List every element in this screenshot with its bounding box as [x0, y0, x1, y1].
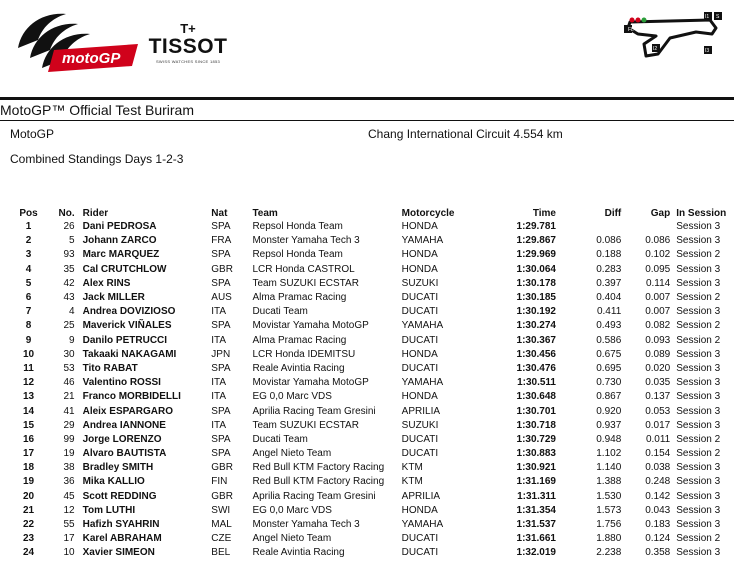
- cell-nationality: SPA: [211, 448, 231, 460]
- cell-team: Repsol Honda Team: [252, 221, 343, 233]
- cell-team: Angel Nieto Team: [252, 448, 332, 460]
- cell-diff: 0.730: [596, 377, 622, 389]
- cell-number: 99: [63, 433, 75, 445]
- cell-nationality: SPA: [211, 249, 231, 261]
- cell-session: Session 3: [676, 419, 721, 431]
- title-rule-bottom: [0, 120, 734, 121]
- cell-team: Aprilia Racing Team Gresini: [252, 490, 376, 502]
- cell-number: 12: [63, 504, 75, 516]
- cell-diff: 1.573: [596, 504, 622, 516]
- cell-motorcycle: DUCATI: [401, 292, 439, 304]
- cell-team: Ducati Team: [252, 306, 308, 318]
- cell-diff: 0.188: [596, 249, 622, 261]
- track-label-i2: I2: [653, 46, 658, 52]
- cell-motorcycle: DUCATI: [401, 306, 439, 318]
- cell-nationality: ITA: [211, 334, 227, 346]
- cell-nationality: FIN: [211, 476, 228, 488]
- table-row: [8, 419, 734, 433]
- table-row: [8, 518, 734, 532]
- page-title: MotoGP™ Official Test Buriram: [0, 102, 194, 118]
- cell-gap: 0.043: [645, 504, 671, 516]
- cell-nationality: SWI: [211, 504, 231, 516]
- cell-pos: 11: [23, 362, 34, 374]
- cell-pos: 3: [25, 249, 32, 261]
- cell-team: LCR Honda CASTROL: [252, 263, 355, 275]
- cell-diff: 0.086: [596, 235, 622, 247]
- cell-motorcycle: HONDA: [401, 249, 438, 261]
- cell-number: 30: [63, 348, 75, 360]
- cell-nationality: ITA: [211, 419, 227, 431]
- cell-pos: 21: [22, 504, 35, 516]
- cell-time: 1:30.511: [517, 377, 556, 389]
- cell-time: 1:30.185: [516, 292, 556, 304]
- cell-nationality: GBR: [211, 490, 233, 502]
- cell-gap: 0.124: [645, 533, 671, 545]
- cell-team: Red Bull KTM Factory Racing: [252, 462, 385, 474]
- cell-number: 42: [63, 277, 75, 289]
- cell-number: 53: [63, 362, 75, 374]
- cell-time: 1:31.354: [516, 504, 556, 516]
- cell-motorcycle: YAMAHA: [401, 377, 444, 389]
- cell-number: 4: [69, 306, 75, 318]
- cell-diff: 0.937: [596, 419, 622, 431]
- cell-team: Angel Nieto Team: [252, 533, 332, 545]
- column-header-session: In Session: [676, 207, 727, 219]
- cell-session: Session 3: [676, 235, 721, 247]
- cell-rider: Johann ZARCO: [82, 235, 157, 247]
- cell-number: 5: [69, 235, 75, 247]
- standings-table: [8, 206, 734, 561]
- cell-nationality: SPA: [211, 362, 231, 374]
- cell-nationality: SPA: [211, 405, 231, 417]
- cell-number: 17: [63, 533, 75, 545]
- tissot-mark: T+: [180, 21, 196, 36]
- cell-diff: 2.238: [596, 547, 622, 559]
- cell-pos: 2: [25, 235, 32, 247]
- cell-motorcycle: YAMAHA: [401, 320, 444, 332]
- title-rule-top: [0, 97, 734, 100]
- column-header-gap: Gap: [650, 207, 671, 219]
- cell-pos: 9: [25, 334, 32, 346]
- cell-number: 36: [63, 476, 75, 488]
- cell-motorcycle: HONDA: [401, 504, 438, 516]
- cell-pos: 4: [25, 263, 32, 275]
- cell-motorcycle: YAMAHA: [401, 519, 444, 531]
- cell-pos: 12: [22, 377, 35, 389]
- cell-session: Session 3: [676, 362, 721, 374]
- column-header-pos: Pos: [19, 207, 38, 219]
- cell-time: 1:30.718: [516, 419, 556, 431]
- cell-session: Session 3: [676, 476, 721, 488]
- cell-motorcycle: HONDA: [401, 348, 438, 360]
- cell-pos: 5: [25, 277, 32, 289]
- cell-nationality: MAL: [211, 519, 232, 531]
- cell-rider: Xavier SIMEON: [82, 547, 155, 559]
- cell-rider: Alvaro BAUTISTA: [82, 448, 167, 460]
- cell-session: Session 2: [676, 249, 721, 261]
- cell-team: Movistar Yamaha MotoGP: [252, 377, 369, 389]
- cell-gap: 0.102: [645, 249, 671, 261]
- cell-gap: 0.053: [645, 405, 671, 417]
- table-row: [8, 220, 734, 234]
- track-label-i1: I1: [705, 14, 710, 20]
- cell-session: Session 3: [676, 348, 721, 360]
- cell-diff: 1.756: [596, 519, 622, 531]
- tissot-tagline: SWISS WATCHES SINCE 1853: [155, 59, 221, 64]
- cell-gap: 0.038: [645, 462, 671, 474]
- cell-number: 35: [63, 263, 75, 275]
- table-row: [8, 362, 734, 376]
- cell-diff: 0.411: [596, 306, 622, 318]
- table-header-row: [8, 206, 734, 220]
- cell-number: 9: [69, 334, 75, 346]
- cell-pos: 17: [22, 448, 35, 460]
- cell-diff: 0.695: [596, 362, 622, 374]
- cell-gap: 0.183: [645, 519, 671, 531]
- cell-number: 29: [63, 419, 75, 431]
- cell-number: 26: [63, 221, 75, 233]
- cell-session: Session 3: [676, 547, 721, 559]
- circuit-label: Chang International Circuit 4.554 km: [368, 127, 563, 141]
- cell-team: Alma Pramac Racing: [252, 292, 347, 304]
- cell-session: Session 3: [676, 405, 721, 417]
- cell-motorcycle: HONDA: [401, 263, 438, 275]
- tissot-wordmark: TISSOT: [148, 35, 228, 58]
- cell-motorcycle: APRILIA: [401, 490, 441, 502]
- cell-time: 1:31.661: [516, 533, 556, 545]
- column-header-time: Time: [532, 207, 556, 219]
- table-row: [8, 291, 734, 305]
- table-row: [8, 319, 734, 333]
- cell-gap: [621, 220, 676, 234]
- table-row: [8, 504, 734, 518]
- cell-time: 1:29.867: [516, 235, 556, 247]
- cell-rider: Aleix ESPARGARO: [82, 405, 173, 417]
- cell-number: 93: [63, 249, 75, 261]
- cell-gap: 0.137: [645, 391, 671, 403]
- table-row: [8, 532, 734, 546]
- cell-motorcycle: DUCATI: [401, 547, 439, 559]
- cell-time: 1:30.729: [516, 433, 556, 445]
- cell-motorcycle: KTM: [401, 462, 423, 474]
- column-header-team: Team: [252, 207, 278, 219]
- cell-team: Team SUZUKI ECSTAR: [252, 277, 359, 289]
- cell-time: 1:30.064: [516, 263, 556, 275]
- cell-session: Session 3: [676, 391, 721, 403]
- cell-rider: Scott REDDING: [82, 490, 157, 502]
- cell-nationality: ITA: [211, 391, 227, 403]
- cell-diff: 0.675: [596, 348, 622, 360]
- cell-pos: 6: [25, 292, 32, 304]
- cell-gap: 0.086: [645, 235, 671, 247]
- cell-time: 1:30.883: [516, 448, 556, 460]
- category-label: MotoGP: [10, 127, 55, 141]
- cell-gap: 0.142: [645, 490, 671, 502]
- cell-time: 1:30.701: [516, 405, 556, 417]
- cell-time: 1:31.169: [516, 476, 556, 488]
- cell-gap: 0.007: [645, 306, 671, 318]
- table-row: [8, 376, 734, 390]
- table-row: [8, 490, 734, 504]
- cell-motorcycle: YAMAHA: [401, 235, 444, 247]
- cell-number: 43: [63, 292, 75, 304]
- cell-rider: Valentino ROSSI: [82, 377, 161, 389]
- cell-number: 46: [63, 377, 75, 389]
- cell-nationality: ITA: [211, 306, 227, 318]
- cell-number: 45: [63, 490, 75, 502]
- cell-rider: Franco MORBIDELLI: [82, 391, 181, 403]
- cell-time: 1:31.311: [517, 490, 556, 502]
- cell-team: Alma Pramac Racing: [252, 334, 347, 346]
- cell-time: 1:32.019: [516, 547, 556, 559]
- cell-time: 1:31.537: [516, 519, 556, 531]
- cell-gap: 0.358: [645, 547, 671, 559]
- cell-gap: 0.093: [645, 334, 671, 346]
- table-row: [8, 277, 734, 291]
- cell-number: 21: [63, 391, 75, 403]
- column-header-motorcycle: Motorcycle: [401, 207, 455, 219]
- cell-rider: Karel ABRAHAM: [82, 533, 162, 545]
- cell-team: Red Bull KTM Factory Racing: [252, 476, 385, 488]
- cell-motorcycle: DUCATI: [401, 533, 439, 545]
- cell-session: Session 3: [676, 462, 721, 474]
- cell-pos: 14: [22, 405, 35, 417]
- cell-pos: 19: [22, 476, 35, 488]
- cell-nationality: GBR: [211, 462, 233, 474]
- cell-number: 41: [63, 405, 75, 417]
- column-header-rider: Rider: [82, 207, 109, 219]
- cell-team: Monster Yamaha Tech 3: [252, 519, 360, 531]
- cell-team: Ducati Team: [252, 433, 308, 445]
- cell-diff: 0.920: [596, 405, 622, 417]
- cell-diff: 0.404: [596, 292, 622, 304]
- standings-subtitle: Combined Standings Days 1-2-3: [10, 152, 184, 166]
- cell-time: 1:30.476: [516, 362, 556, 374]
- cell-pos: 22: [22, 519, 35, 531]
- cell-pos: 24: [22, 547, 35, 559]
- cell-number: 10: [63, 547, 75, 559]
- cell-rider: Dani PEDROSA: [82, 221, 157, 233]
- cell-rider: Jorge LORENZO: [82, 433, 162, 445]
- cell-gap: 0.017: [645, 419, 671, 431]
- cell-number: 38: [63, 462, 75, 474]
- cell-session: Session 2: [676, 533, 721, 545]
- cell-diff: 0.493: [596, 320, 622, 332]
- cell-session: Session 3: [676, 519, 721, 531]
- cell-diff: 1.530: [596, 490, 622, 502]
- cell-rider: Bradley SMITH: [82, 462, 154, 474]
- cell-pos: 16: [22, 433, 35, 445]
- column-header-diff: Diff: [604, 207, 622, 219]
- cell-motorcycle: HONDA: [401, 391, 438, 403]
- cell-team: Movistar Yamaha MotoGP: [252, 320, 369, 332]
- cell-number: 25: [63, 320, 75, 332]
- cell-time: 1:30.192: [516, 306, 556, 318]
- cell-team: Monster Yamaha Tech 3: [252, 235, 360, 247]
- cell-team: Team SUZUKI ECSTAR: [252, 419, 359, 431]
- cell-session: Session 3: [676, 221, 721, 233]
- cell-gap: 0.114: [645, 277, 671, 289]
- cell-diff: 0.948: [596, 433, 622, 445]
- track-label-i3: I3: [705, 48, 710, 54]
- cell-team: EG 0,0 Marc VDS: [252, 504, 332, 516]
- cell-time: 1:30.456: [516, 348, 556, 360]
- table-row: [8, 334, 734, 348]
- motogp-logo-text: motoGP: [62, 50, 121, 67]
- cell-time: 1:30.367: [516, 334, 556, 346]
- table-row: [8, 404, 734, 418]
- cell-team: Reale Avintia Racing: [252, 362, 345, 374]
- table-row: [8, 234, 734, 248]
- cell-rider: Marc MARQUEZ: [82, 249, 160, 261]
- table-row: [8, 348, 734, 362]
- cell-diff: 0.586: [596, 334, 622, 346]
- cell-pos: 13: [22, 391, 35, 403]
- table-row: [8, 390, 734, 404]
- cell-time: 1:29.781: [516, 221, 556, 233]
- cell-session: Session 2: [676, 334, 721, 346]
- cell-gap: 0.020: [645, 362, 671, 374]
- cell-time: 1:30.178: [516, 277, 556, 289]
- table-row: [8, 475, 734, 489]
- cell-time: 1:29.969: [516, 249, 556, 261]
- motogp-logo: [12, 6, 140, 89]
- cell-session: Session 2: [676, 292, 721, 304]
- cell-team: Reale Avintia Racing: [252, 547, 345, 559]
- cell-gap: 0.082: [645, 320, 671, 332]
- cell-motorcycle: SUZUKI: [401, 419, 439, 431]
- column-header-no: No.: [58, 207, 75, 219]
- cell-session: Session 2: [676, 448, 721, 460]
- cell-rider: Tom LUTHI: [82, 504, 136, 516]
- cell-diff: 0.867: [596, 391, 622, 403]
- cell-diff: 0.283: [596, 263, 622, 275]
- cell-session: Session 3: [676, 377, 721, 389]
- tissot-logo: [148, 22, 228, 64]
- cell-diff: [556, 220, 621, 234]
- cell-motorcycle: DUCATI: [401, 362, 439, 374]
- table-row: [8, 447, 734, 461]
- cell-time: 1:30.921: [516, 462, 556, 474]
- table-row: [8, 248, 734, 262]
- cell-pos: 15: [22, 419, 35, 431]
- cell-session: Session 3: [676, 490, 721, 502]
- cell-nationality: SPA: [211, 277, 231, 289]
- cell-diff: 0.397: [596, 277, 622, 289]
- cell-motorcycle: APRILIA: [401, 405, 441, 417]
- cell-nationality: FRA: [211, 235, 232, 247]
- cell-rider: Alex RINS: [82, 277, 131, 289]
- cell-rider: Jack MILLER: [82, 292, 145, 304]
- cell-gap: 0.007: [645, 292, 671, 304]
- cell-rider: Andrea DOVIZIOSO: [82, 306, 176, 318]
- cell-diff: 1.388: [596, 476, 622, 488]
- cell-session: Session 2: [676, 320, 721, 332]
- cell-time: 1:30.274: [516, 320, 556, 332]
- cell-motorcycle: DUCATI: [401, 448, 439, 460]
- cell-time: 1:30.648: [516, 391, 556, 403]
- cell-nationality: SPA: [211, 221, 231, 233]
- table-row: [8, 305, 734, 319]
- cell-rider: Danilo PETRUCCI: [82, 334, 168, 346]
- cell-team: Aprilia Racing Team Gresini: [252, 405, 376, 417]
- cell-diff: 1.880: [596, 533, 622, 545]
- cell-gap: 0.154: [645, 448, 671, 460]
- cell-rider: Mika KALLIO: [82, 476, 145, 488]
- cell-nationality: JPN: [211, 348, 231, 360]
- track-label-s: S: [716, 14, 720, 20]
- cell-pos: 10: [22, 348, 35, 360]
- cell-pos: 7: [25, 306, 32, 318]
- cell-gap: 0.089: [645, 348, 671, 360]
- cell-rider: Tito RABAT: [82, 362, 138, 374]
- cell-nationality: AUS: [211, 292, 232, 304]
- cell-pos: 1: [25, 221, 32, 233]
- cell-nationality: ITA: [211, 377, 227, 389]
- cell-gap: 0.095: [645, 263, 671, 275]
- cell-diff: 1.102: [596, 448, 622, 460]
- cell-session: Session 3: [676, 277, 721, 289]
- cell-nationality: BEL: [211, 547, 231, 559]
- cell-gap: 0.035: [645, 377, 671, 389]
- cell-nationality: CZE: [211, 533, 232, 545]
- cell-session: Session 2: [676, 433, 721, 445]
- cell-session: Session 3: [676, 504, 721, 516]
- cell-motorcycle: KTM: [401, 476, 423, 488]
- cell-motorcycle: DUCATI: [401, 334, 439, 346]
- track-map-icon: [616, 8, 724, 67]
- cell-pos: 23: [22, 533, 35, 545]
- table-row: [8, 433, 734, 447]
- cell-team: EG 0,0 Marc VDS: [252, 391, 332, 403]
- cell-diff: 1.140: [596, 462, 622, 474]
- cell-gap: 0.248: [645, 476, 671, 488]
- table-row: [8, 461, 734, 475]
- table-row: [8, 546, 734, 560]
- standings-rows: [8, 220, 734, 561]
- cell-pos: 18: [22, 462, 35, 474]
- cell-team: LCR Honda IDEMITSU: [252, 348, 356, 360]
- cell-rider: Andrea IANNONE: [82, 419, 166, 431]
- cell-motorcycle: DUCATI: [401, 433, 439, 445]
- cell-session: Session 3: [676, 263, 721, 275]
- cell-number: 55: [63, 519, 75, 531]
- table-row: [8, 263, 734, 277]
- cell-rider: Takaaki NAKAGAMI: [82, 348, 177, 360]
- cell-gap: 0.011: [645, 433, 671, 445]
- cell-rider: Maverick VIÑALES: [82, 320, 172, 332]
- cell-nationality: SPA: [211, 320, 231, 332]
- cell-motorcycle: HONDA: [401, 221, 438, 233]
- header: [0, 0, 734, 96]
- cell-number: 19: [63, 448, 75, 460]
- cell-pos: 20: [22, 490, 35, 502]
- track-label-fl: FL: [628, 27, 634, 33]
- cell-rider: Hafizh SYAHRIN: [82, 519, 160, 531]
- cell-pos: 8: [25, 320, 32, 332]
- cell-nationality: GBR: [211, 263, 233, 275]
- cell-motorcycle: SUZUKI: [401, 277, 439, 289]
- column-header-nat: Nat: [211, 207, 228, 219]
- cell-rider: Cal CRUTCHLOW: [82, 263, 167, 275]
- cell-session: Session 3: [676, 306, 721, 318]
- cell-nationality: SPA: [211, 433, 231, 445]
- cell-team: Repsol Honda Team: [252, 249, 343, 261]
